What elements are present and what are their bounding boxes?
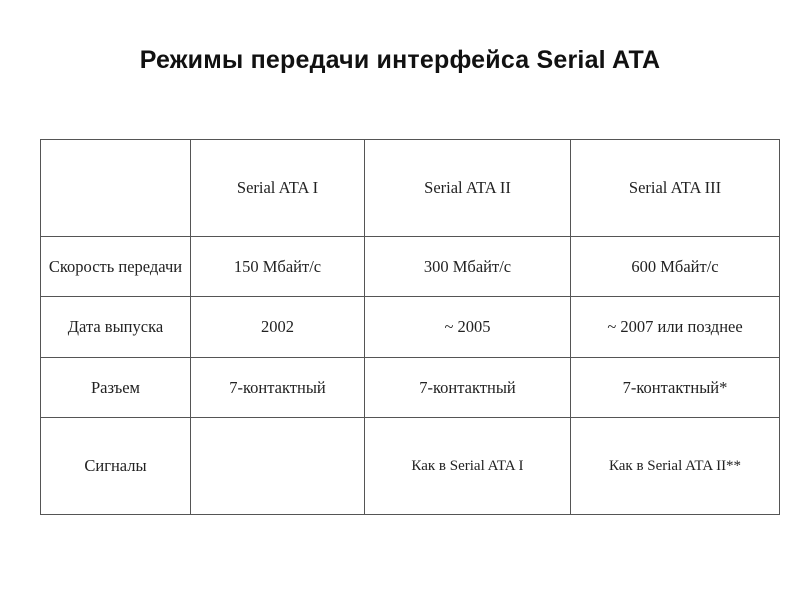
table-cell: ~ 2007 или позднее — [571, 297, 780, 358]
table-row — [41, 297, 780, 358]
table-row — [41, 418, 780, 515]
table-header-row — [41, 140, 780, 237]
row-label-speed: Скорость передачи — [41, 237, 191, 297]
header-empty-cell — [41, 140, 191, 237]
row-label-release-date: Дата выпуска — [41, 297, 191, 358]
page-title: Режимы передачи интерфейса Serial ATA — [139, 46, 661, 74]
row-label-connector: Разъем — [41, 358, 191, 418]
table-cell: 7-контактный — [191, 358, 365, 418]
table-cell: ~ 2005 — [365, 297, 571, 358]
table-cell: 300 Мбайт/с — [365, 237, 571, 297]
table-cell — [191, 418, 365, 515]
column-header-sata-2: Serial ATA II — [365, 140, 571, 237]
table-cell: 7-контактный* — [571, 358, 780, 418]
table-row — [41, 237, 780, 297]
table-cell: 150 Мбайт/с — [191, 237, 365, 297]
row-label-signals: Сигналы — [41, 418, 191, 515]
table-cell: 600 Мбайт/с — [571, 237, 780, 297]
serial-ata-modes-table — [40, 139, 780, 515]
table-cell: 7-контактный — [365, 358, 571, 418]
table-cell: 2002 — [191, 297, 365, 358]
table-row — [41, 358, 780, 418]
column-header-sata-3: Serial ATA III — [571, 140, 780, 237]
table-cell: Как в Serial ATA I — [365, 418, 571, 515]
table-cell: Как в Serial ATA II** — [571, 418, 780, 515]
column-header-sata-1: Serial ATA I — [191, 140, 365, 237]
